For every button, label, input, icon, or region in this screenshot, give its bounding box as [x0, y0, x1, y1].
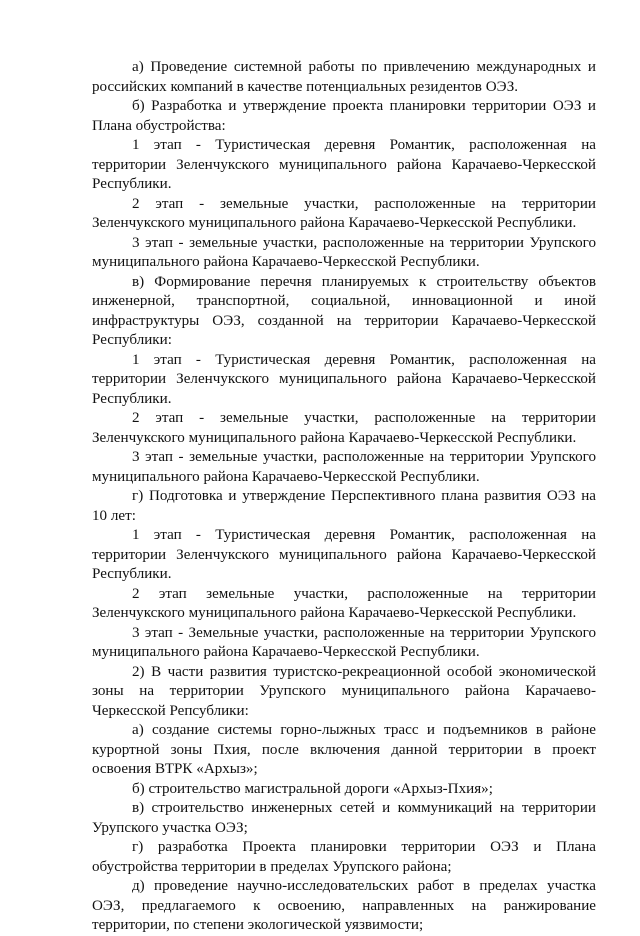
paragraph-b-planning-project: б) Разработка и утверждение проекта планировки территории ОЭЗ и Плана обустройства: [92, 98, 596, 134]
paragraph-a-international-companies: а) Проведение системной работы по привлечению международных и российских компаний в качестве потенциальных резидентов ОЭЗ. [92, 59, 596, 95]
paragraph-g-stage-3: 3 этап - Земельные участки, расположенные на территории Урупского муниципального района Карачаево-Черкесской Республики. [92, 624, 596, 660]
paragraph-2g-planning-project: г) разработка Проекта планировки территории ОЭЗ и Плана обустройства территории в пределах Урупского района; [92, 839, 596, 875]
paragraph-v-stage-2: 2 этап - земельные участки, расположенные на территории Зеленчукского муниципального района Карачаево-Черкесской Республики. [92, 410, 596, 446]
paragraph-v-stage-1: 1 этап - Туристическая деревня Романтик, расположенная на территории Зеленчукского муниципального района Карачаево-Черкесской Республики. [92, 351, 596, 407]
paragraph-g-stage-1: 1 этап - Туристическая деревня Романтик, расположенная на территории Зеленчукского муниципального района Карачаево-Черкесской Республики. [92, 527, 596, 582]
paragraph-v-stage-3: 3 этап - земельные участки, расположенные на территории Урупского муниципального района Карачаево-Черкесской Республики. [92, 449, 596, 485]
paragraph-2-urup-zone: 2) В части развития туристско-рекреационной особой экономической зоны на территории Урупского муниципального района Карачаево-Черкесской Репсублики: [92, 663, 596, 719]
paragraph-v-infrastructure-list: в) Формирование перечня планируемых к строительству объектов инженерной, транспортной, социальной, инновационной и иной инфраструктуры ОЭЗ, созданной на территории Карачаево-Черкесской Республики: [92, 273, 596, 348]
paragraph-b-stage-1: 1 этап - Туристическая деревня Романтик, расположенная на территории Зеленчукского муниципального района Карачаево-Черкесской Республики. [92, 137, 596, 192]
paragraph-g-development-plan: г) Подготовка и утверждение Перспективного плана развития ОЭЗ на 10 лет: [92, 488, 596, 524]
document-page [92, 58, 596, 936]
paragraph-2d-research-works: д) проведение научно-исследовательских работ в пределах участка ОЭЗ, предлагаемого к освоению, направленных на ранжирование территории, по степени экологической уязвимости; [92, 878, 596, 933]
paragraph-b-stage-3: 3 этап - земельные участки, расположенные на территории Урупского муниципального района Карачаево-Черкесской Республики. [92, 234, 596, 270]
paragraph-2a-ski-slopes: а) создание системы горно-лыжных трасс и подъемников в районе курортной зоны Пхия, после включения данной территории в проект освоения ВТРК «Архыз»; [92, 722, 596, 777]
paragraph-g-stage-2: 2 этап земельные участки, расположенные на территории Зеленчукского муниципального района Карачаево-Черкесской Республики. [92, 585, 596, 621]
paragraph-b-stage-2: 2 этап - земельные участки, расположенные на территории Зеленчукского муниципального района Карачаево-Черкесской Республики. [92, 195, 596, 231]
paragraph-2v-engineering-networks: в) строительство инженерных сетей и коммуникаций на территории Урупского участка ОЭЗ; [92, 800, 596, 836]
paragraph-2b-main-road: б) строительство магистральной дороги «Архыз-Пхия»; [132, 780, 493, 797]
